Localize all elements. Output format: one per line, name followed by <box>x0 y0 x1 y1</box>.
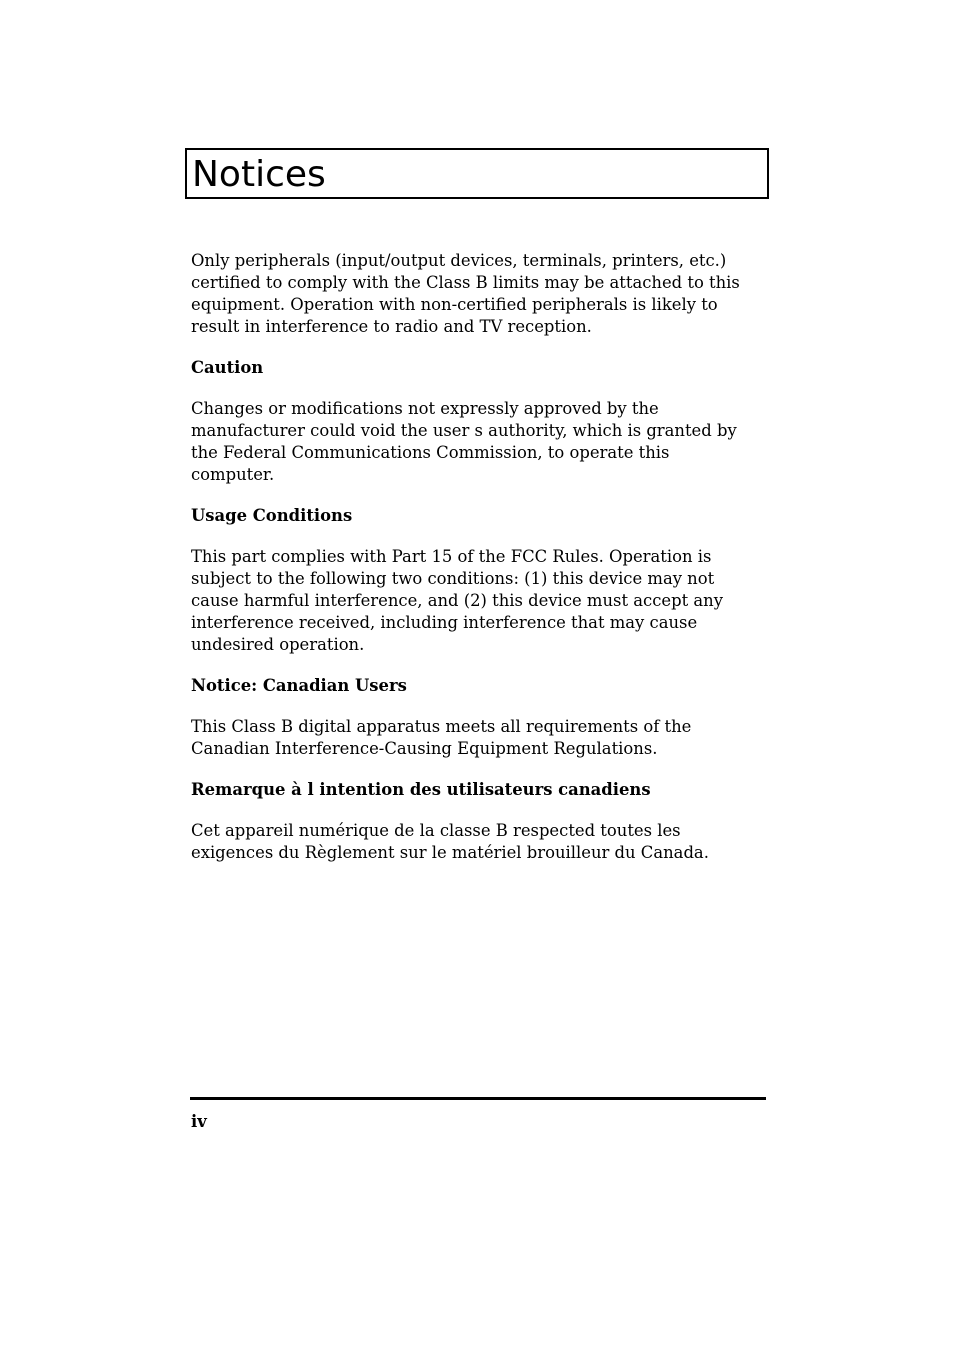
caution-line: the Federal Communications Commission, to operate this <box>191 443 670 462</box>
canadian-users-paragraph <box>191 716 771 760</box>
intro-line: result in interference to radio and TV reception. <box>191 317 592 336</box>
intro-line: Only peripherals (input/output devices, terminals, printers, etc.) <box>191 251 727 270</box>
canadian-users-heading: Notice: Canadian Users <box>191 676 407 695</box>
intro-line: certified to comply with the Class B limits may be attached to this <box>191 273 740 292</box>
caution-line: computer. <box>191 465 275 484</box>
page-number: iv <box>191 1112 207 1131</box>
caution-heading: Caution <box>191 358 264 377</box>
intro-line: equipment. Operation with non-certified peripherals is likely to <box>191 295 718 314</box>
usage-line: This part complies with Part 15 of the FCC Rules. Operation is <box>191 547 712 566</box>
caution-paragraph <box>191 398 771 486</box>
usage-line: interference received, including interference that may cause <box>191 613 698 632</box>
usage-line: subject to the following two conditions: (1) this device may not <box>191 569 715 588</box>
canadian-line: This Class B digital apparatus meets all requirements of the <box>191 717 692 736</box>
canadian-line: Canadian Interference-Causing Equipment Regulations. <box>191 739 658 758</box>
usage-line: cause harmful interference, and (2) this device must accept any <box>191 591 723 610</box>
page-title-box <box>185 148 769 199</box>
footer-divider <box>190 1097 766 1100</box>
intro-paragraph <box>191 250 771 338</box>
remarque-paragraph <box>191 820 771 864</box>
usage-line: undesired operation. <box>191 635 365 654</box>
usage-conditions-paragraph <box>191 546 771 656</box>
caution-line: manufacturer could void the user s authority, which is granted by <box>191 421 737 440</box>
remarque-line: Cet appareil numérique de la classe B respected toutes les <box>191 821 681 840</box>
notices-content <box>191 250 771 883</box>
remarque-heading: Remarque à l intention des utilisateurs canadiens <box>191 780 651 799</box>
remarque-line: exigences du Règlement sur le matériel brouilleur du Canada. <box>191 843 709 862</box>
usage-conditions-heading: Usage Conditions <box>191 506 353 525</box>
page-title: Notices <box>192 154 326 195</box>
caution-line: Changes or modifications not expressly approved by the <box>191 399 659 418</box>
